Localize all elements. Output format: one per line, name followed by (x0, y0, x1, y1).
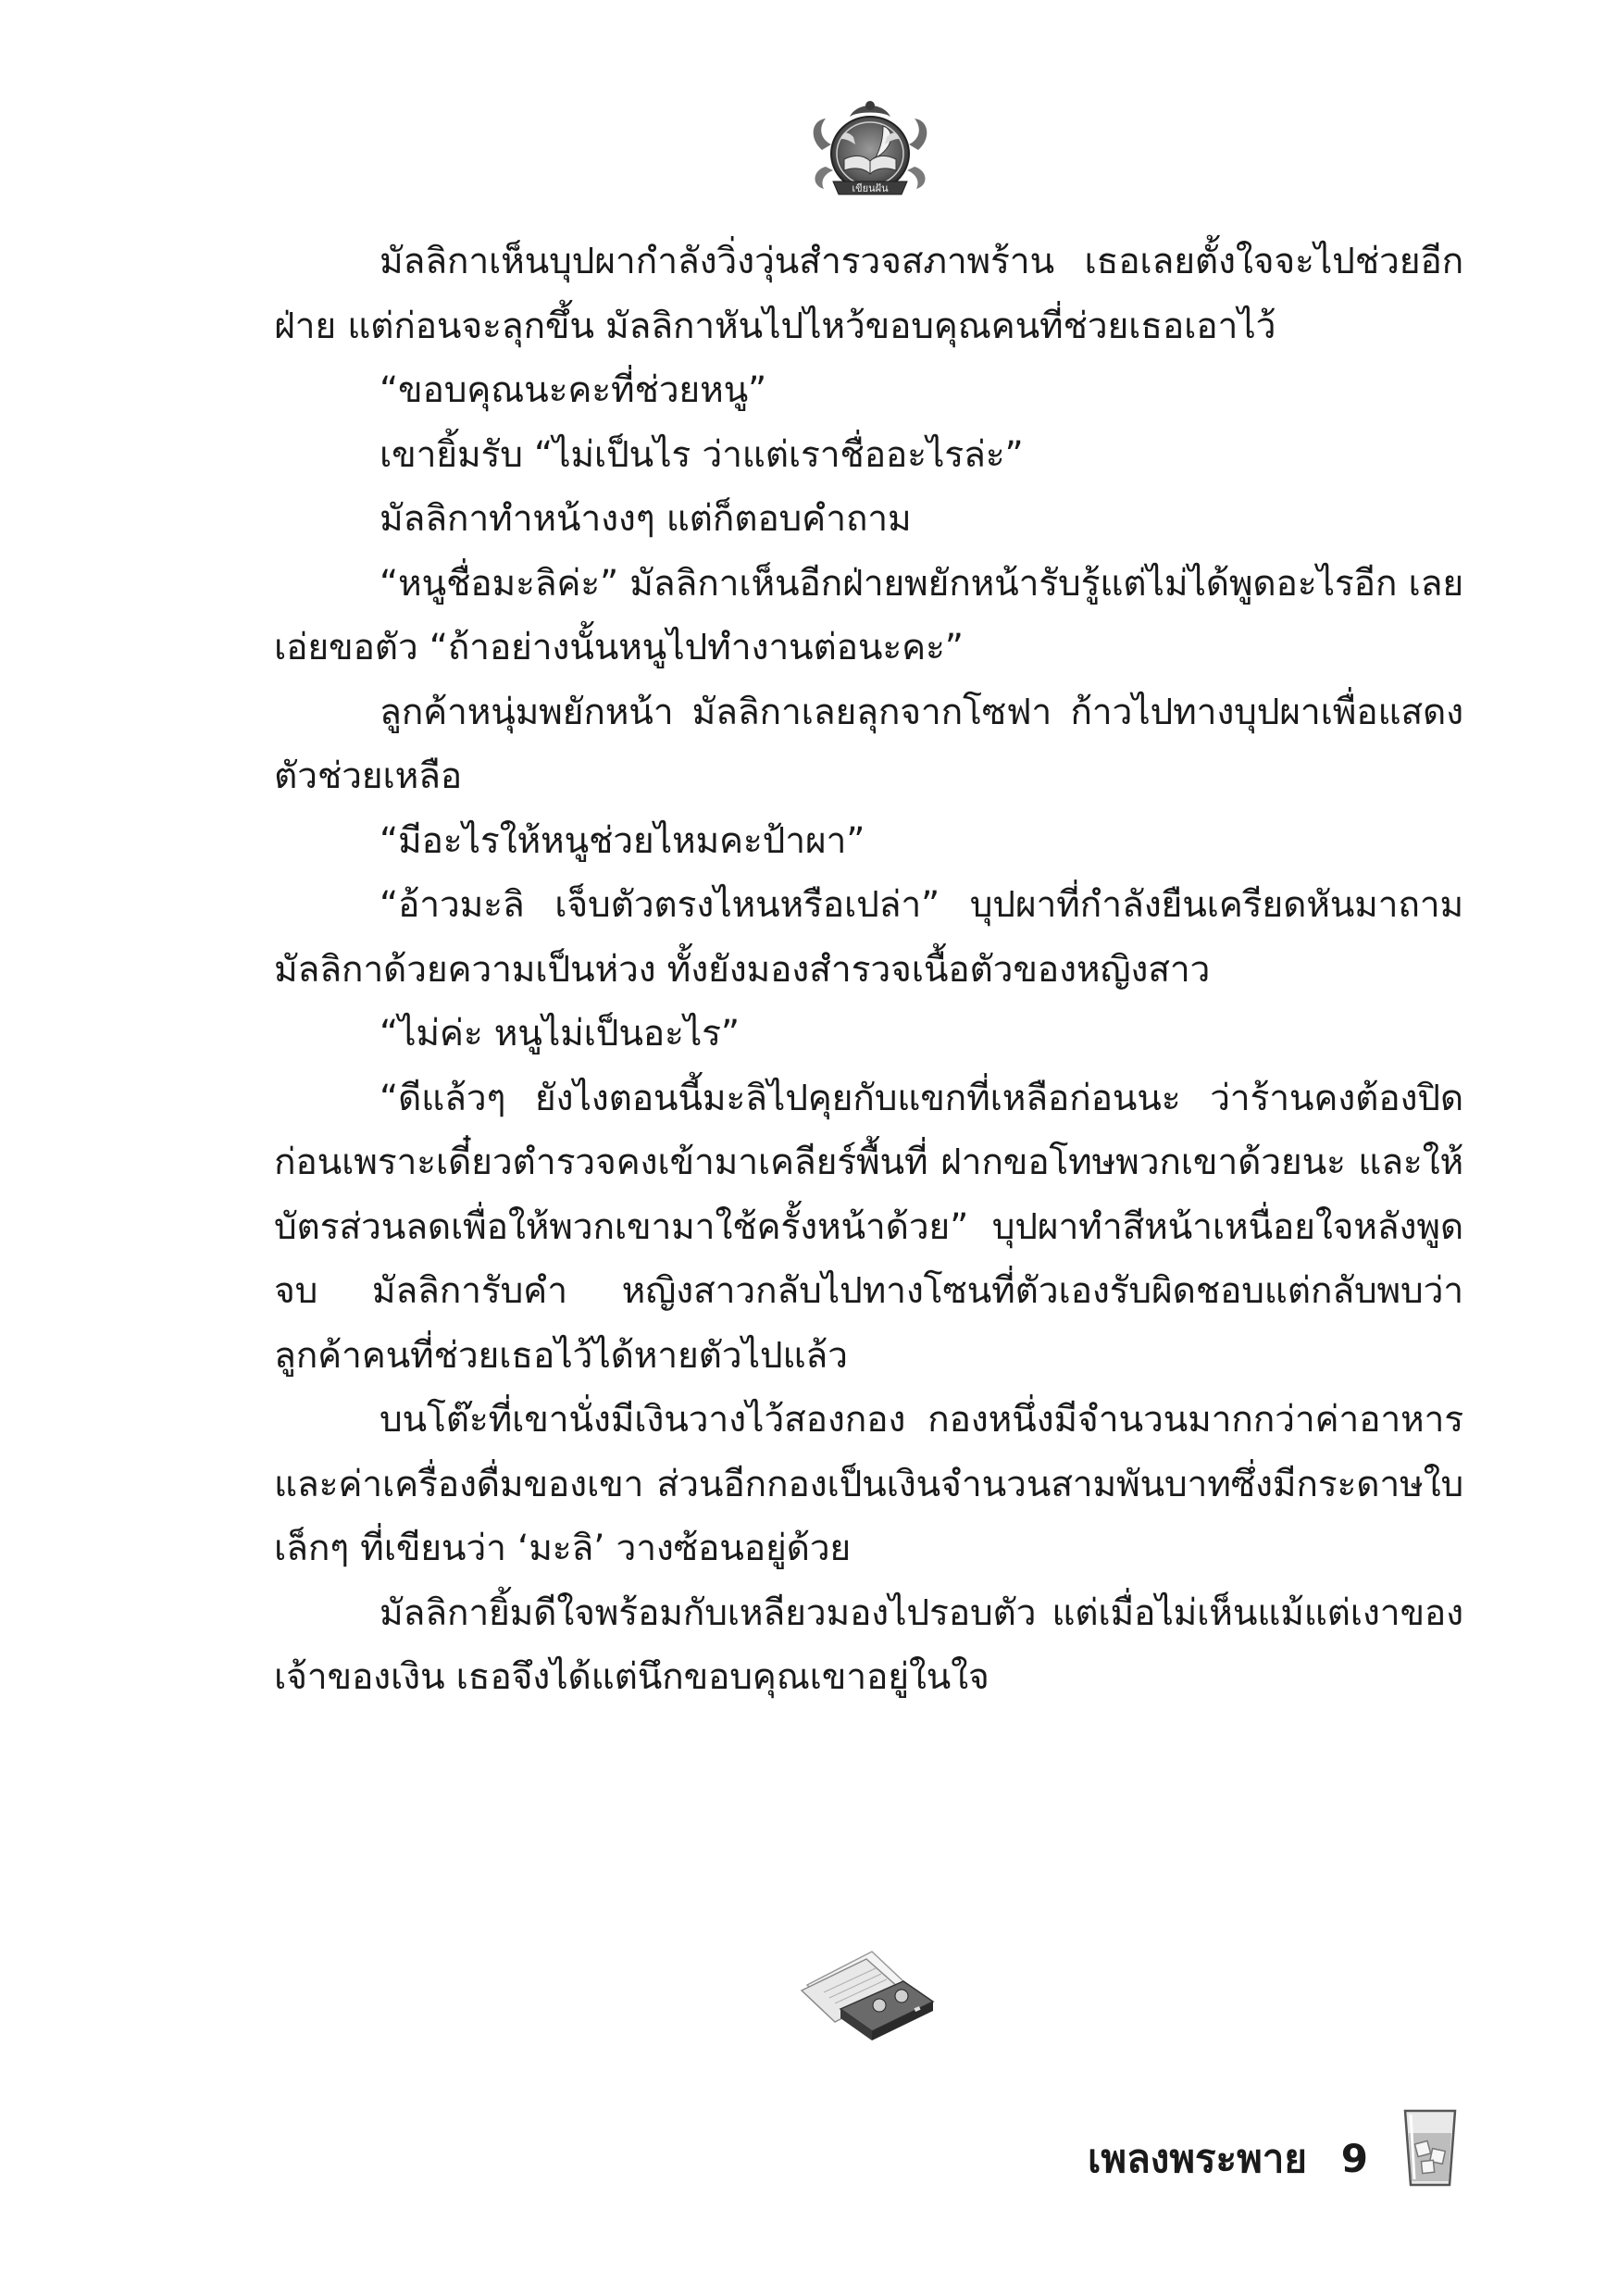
paragraph: ลูกค้าหนุ่มพยักหน้า มัลลิกาเลยลุกจากโซฟา ก้าวไปทางบุปผาเพื่อแสดงตัวช่วยเหลือ (274, 691, 1463, 797)
paragraph: “อ้าวมะลิ เจ็บตัวตรงไหนหรือเปล่า” บุปผาที่กำลังยืนเครียดหันมาถามมัลลิกาด้วยความเป็นห่วง ทั้งยังมองสำรวจเนื้อตัวของหญิงสาว (274, 884, 1463, 991)
paragraph: มัลลิกายิ้มดีใจพร้อมกับเหลียวมองไปรอบตัว แต่เมื่อไม่เห็นแม้แต่เงาของเจ้าของเงิน เธอจึงได้แต่นึกขอบคุณเขาอยู่ในใจ (274, 1591, 1463, 1698)
book-title: เพลงพระพาย (1088, 2136, 1307, 2181)
glass-with-ice-icon (1398, 2105, 1462, 2190)
paragraph: มัลลิกาเห็นบุปผากำลังวิ่งวุ่นสำรวจสภาพร้าน เธอเลยตั้งใจจะไปช่วยอีกฝ่าย แต่ก่อนจะลุกขึ้น มัลลิกาหันไปไหว้ขอบคุณคนที่ช่วยเธอเอาไว้ (274, 241, 1463, 347)
header-emblem (805, 93, 935, 204)
page-footer (926, 2122, 1462, 2196)
section-divider-illustration (787, 1935, 944, 2046)
paragraph: “หนูชื่อมะลิค่ะ” มัลลิกาเห็นอีกฝ่ายพยักหน้ารับรู้แต่ไม่ได้พูดอะไรอีก เลยเอ่ยขอตัว “ถ้าอย่างนั้นหนูไปทำงานต่อนะคะ” (274, 562, 1463, 668)
paragraph: มัลลิกาทำหน้างงๆ แต่ก็ตอบคำถาม (380, 498, 912, 540)
paragraph: บนโต๊ะที่เขานั่งมีเงินวางไว้สองกอง กองหนึ่งมีจำนวนมากกว่าค่าอาหารและค่าเครื่องดื่มของเขา ส่วนอีกกองเป็นเงินจำนวนสามพันบาทซึ่งมีกระดาษใบเล็กๆ ที่เขียนว่า ‘มะลิ’ วางซ้อนอยู่ด้วย (274, 1399, 1463, 1569)
papers-and-cassette-icon (787, 1935, 944, 2046)
paragraph: “มีอะไรให้หนูช่วยไหมคะป้าผา” (380, 819, 865, 862)
page-number: 9 (1340, 2136, 1368, 2181)
emblem-text: เขียนฝัน (852, 182, 889, 194)
paragraph: “ไม่ค่ะ หนูไม่เป็นอะไร” (380, 1013, 740, 1054)
paragraph: “ขอบคุณนะคะที่ช่วยหนู” (380, 369, 767, 411)
story-text (274, 230, 1463, 1710)
paragraph: “ดีแล้วๆ ยังไงตอนนี้มะลิไปคุยกับแขกที่เหลือก่อนนะ ว่าร้านคงต้องปิดก่อนเพราะเดี๋ยวตำรวจคงเข้ามาเคลียร์พื้นที่ ฝากขอโทษพวกเขาด้วยนะ และให้บัตรส่วนลดเพื่อให้พวกเขามาใช้ครั้งหน้าด้วย” บุปผาทำสีหน้าเหนื่อยใจหลังพูดจบ มัลลิการับคำ หญิงสาวกลับไปทางโซนที่ตัวเองรับผิดชอบแต่กลับพบว่าลูกค้าคนที่ช่วยเธอไว้ได้หายตัวไปแล้ว (274, 1077, 1463, 1377)
paragraph: เขายิ้มรับ “ไม่เป็นไร ว่าแต่เราชื่ออะไรล่ะ” (380, 433, 1024, 476)
ornamental-book-quill-emblem-icon (805, 93, 935, 204)
